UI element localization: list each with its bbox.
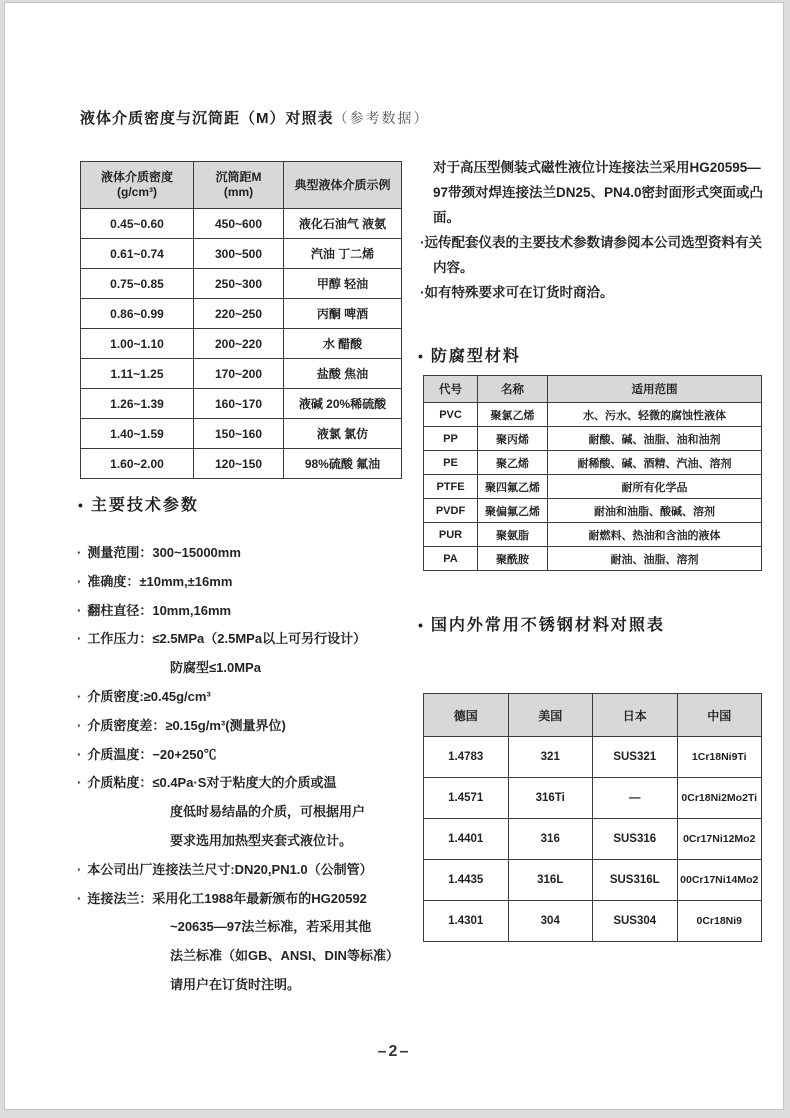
param-text: 介质温度：−20+250℃ [87, 746, 217, 762]
param-item [77, 712, 415, 741]
table-cell: 450~600 [194, 209, 284, 239]
table-cell: PE [424, 451, 478, 475]
table-cell: 0Cr18Ni9 [677, 901, 762, 942]
table-cell: 1.00~1.10 [81, 329, 194, 359]
distance-col-header: 沉筒距M (mm) [194, 162, 284, 209]
table-cell: 1.40~1.59 [81, 419, 194, 449]
table-cell: 316Ti [508, 778, 593, 819]
param-text-continuation: 请用户在订货时注明。 [170, 976, 301, 992]
table-cell: 甲醇 轻油 [284, 269, 402, 299]
bullet-dot-icon: · [77, 545, 82, 560]
steel-table [423, 693, 762, 942]
table-cell: 0Cr17Ni12Mo2 [677, 819, 762, 860]
name-col-header: 名称 [478, 376, 548, 403]
example-col-header: 典型液体介质示例 [284, 162, 402, 209]
param-text: 连接法兰：采用化工1988年最新颁布的HG20592 [87, 890, 367, 906]
table-row [424, 737, 762, 778]
steel-table-heading: • 国内外常用不锈钢材料对照表 [418, 617, 665, 634]
anticorrosion-table [423, 375, 762, 571]
table-cell: 321 [508, 737, 593, 778]
note-bullet: ·远传配套仪表的主要技术参数请参阅本公司选型资料有关内容。 [420, 235, 762, 275]
table-row [424, 427, 762, 451]
table-row [81, 269, 402, 299]
table-row [81, 419, 402, 449]
table-cell: 0Cr18Ni2Mo2Ti [677, 778, 762, 819]
param-item [77, 539, 415, 568]
table-cell: 1.4435 [424, 860, 509, 901]
param-text: 本公司出厂连接法兰尺寸:DN20,PN1.0（公制管） [87, 861, 373, 877]
table-cell: 120~150 [194, 449, 284, 479]
flange-notes [420, 155, 768, 305]
scanned-page [4, 2, 784, 1110]
table-cell: 水 醋酸 [284, 329, 402, 359]
table-cell: 液化石油气 液氨 [284, 209, 402, 239]
table-cell: 150~160 [194, 419, 284, 449]
table-row [81, 299, 402, 329]
page-number: –2– [377, 1043, 411, 1060]
table-cell: 304 [508, 901, 593, 942]
param-text: 工作压力：≤2.5MPa（2.5MPa以上可另行设计） [87, 631, 367, 647]
table-cell: PA [424, 547, 478, 571]
table-cell: 00Cr17Ni14Mo2 [677, 860, 762, 901]
table-cell: 98%硫酸 氟油 [284, 449, 402, 479]
doc-title [80, 107, 430, 128]
table-cell: PP [424, 427, 478, 451]
bullet-dot-icon: · [77, 688, 82, 704]
table-row [424, 860, 762, 901]
table-cell: PVDF [424, 499, 478, 523]
param-text: 介质密度差：≥0.15g/m³(测量界位) [87, 717, 286, 733]
table-row [424, 819, 762, 860]
bullet-dot-icon: · [77, 573, 82, 589]
param-item [77, 769, 415, 855]
table-cell: 耐油、油脂、溶剂 [548, 547, 762, 571]
table-cell: 耐稀酸、碱、酒精、汽油、溶剂 [548, 451, 762, 475]
note-bullet: ·如有特殊要求可在订货时商洽。 [420, 285, 614, 300]
param-text-continuation: 防腐型≤1.0MPa [170, 660, 261, 676]
range-col-header: 适用范围 [548, 376, 762, 403]
param-text: 介质密度:≥0.45g/cm³ [87, 688, 211, 704]
table-cell: 丙酮 啤酒 [284, 299, 402, 329]
table-row [424, 778, 762, 819]
table-cell: 1Cr18Ni9Ti [677, 737, 762, 778]
param-item [77, 683, 415, 712]
table-row [424, 499, 762, 523]
table-cell: 耐酸、碱、油脂、油和油剂 [548, 427, 762, 451]
germany-col-header: 德国 [424, 694, 509, 737]
table-cell: 水、污水、轻微的腐蚀性液体 [548, 403, 762, 427]
table-cell: PVC [424, 403, 478, 427]
table-cell: 0.45~0.60 [81, 209, 194, 239]
table-cell: 316 [508, 819, 593, 860]
param-item [77, 885, 415, 1000]
param-item [77, 625, 415, 683]
table-row [81, 359, 402, 389]
param-text-continuation: 度低时易结晶的介质，可根据用户 [170, 804, 366, 820]
table-cell: 1.60~2.00 [81, 449, 194, 479]
table-row [81, 389, 402, 419]
table-cell: PTFE [424, 475, 478, 499]
table-cell: 汽油 丁二烯 [284, 239, 402, 269]
table-row [424, 523, 762, 547]
param-text: 翻柱直径：10mm,16mm [87, 602, 232, 618]
param-text-continuation: 要求选用加热型夹套式液位计。 [170, 832, 353, 848]
tech-params-list [77, 539, 415, 1000]
tech-params-heading: • 主要技术参数 [78, 497, 199, 514]
bullet-dot-icon: • [418, 617, 423, 633]
doc-title-note: （参考数据） [333, 110, 430, 126]
bullet-dot-icon: • [78, 497, 83, 513]
table-cell: 1.11~1.25 [81, 359, 194, 389]
japan-col-header: 日本 [593, 694, 678, 737]
param-text-continuation: ~20635—97法兰标准，若采用其他 [170, 919, 372, 935]
table-cell: 250~300 [194, 269, 284, 299]
table-cell: 液碱 20%稀硫酸 [284, 389, 402, 419]
table-cell: 耐燃料、热油和含油的液体 [548, 523, 762, 547]
table-row [424, 475, 762, 499]
table-cell: 200~220 [194, 329, 284, 359]
code-col-header: 代号 [424, 376, 478, 403]
table-row [81, 449, 402, 479]
table-cell: 盐酸 焦油 [284, 359, 402, 389]
table-cell: SUS316L [593, 860, 678, 901]
table-cell: 316L [508, 860, 593, 901]
table-cell: 耐油和油脂、酸碱、溶剂 [548, 499, 762, 523]
bullet-dot-icon: · [77, 602, 82, 618]
table-cell: 聚乙烯 [478, 451, 548, 475]
table-header-row [81, 162, 402, 209]
table-row [424, 547, 762, 571]
table-cell: 1.4301 [424, 901, 509, 942]
param-text: 介质粘度：≤0.4Pa·S对于粘度大的介质或温 [87, 775, 337, 791]
bullet-dot-icon: · [77, 861, 82, 877]
table-cell: 0.61~0.74 [81, 239, 194, 269]
table-cell: 0.86~0.99 [81, 299, 194, 329]
table-cell: 220~250 [194, 299, 284, 329]
param-item [77, 597, 415, 626]
note-paragraph: 对于高压型侧装式磁性液位计连接法兰采用HG20595—97带颈对焊连接法兰DN25、PN4.0密封面形式突面或凸面。 [433, 160, 764, 225]
table-cell: 170~200 [194, 359, 284, 389]
bullet-dot-icon: • [418, 348, 423, 364]
table-cell: 160~170 [194, 389, 284, 419]
table-cell: SUS304 [593, 901, 678, 942]
table-cell: SUS321 [593, 737, 678, 778]
param-text-continuation: 法兰标准（如GB、ANSI、DIN等标准） [170, 948, 399, 964]
table-cell: PUR [424, 523, 478, 547]
table-row [424, 451, 762, 475]
table-cell: 聚偏氟乙烯 [478, 499, 548, 523]
bullet-dot-icon: · [77, 717, 82, 733]
table-row [81, 239, 402, 269]
bullet-dot-icon: · [77, 746, 82, 762]
density-table [80, 161, 402, 479]
table-cell: 耐所有化学品 [548, 475, 762, 499]
table-cell: 液氯 氯仿 [284, 419, 402, 449]
table-row [424, 403, 762, 427]
table-cell: 1.26~1.39 [81, 389, 194, 419]
table-cell: 1.4571 [424, 778, 509, 819]
table-cell: 300~500 [194, 239, 284, 269]
param-text: 准确度：±10mm,±16mm [87, 573, 233, 589]
table-row [81, 329, 402, 359]
table-cell: 1.4783 [424, 737, 509, 778]
table-header-row [424, 376, 762, 403]
table-cell: 1.4401 [424, 819, 509, 860]
bullet-dot-icon: · [77, 775, 82, 791]
doc-title-main: 液体介质密度与沉筒距（M）对照表 [80, 110, 334, 127]
table-cell: 聚丙烯 [478, 427, 548, 451]
param-item [77, 856, 415, 885]
usa-col-header: 美国 [508, 694, 593, 737]
china-col-header: 中国 [677, 694, 762, 737]
table-cell: 聚氨脂 [478, 523, 548, 547]
table-cell: 聚氯乙烯 [478, 403, 548, 427]
density-col-header: 液体介质密度 (g/cm³) [81, 162, 194, 209]
bullet-dot-icon: · [77, 631, 82, 647]
table-cell: — [593, 778, 678, 819]
param-text: 测量范围：300~15000mm [87, 545, 241, 560]
table-header-row [424, 694, 762, 737]
table-row [81, 209, 402, 239]
param-item [77, 568, 415, 597]
table-cell: 聚四氟乙烯 [478, 475, 548, 499]
table-cell: 聚酰胺 [478, 547, 548, 571]
table-cell: 0.75~0.85 [81, 269, 194, 299]
bullet-dot-icon: · [77, 890, 82, 906]
param-item [77, 741, 415, 770]
anticorrosion-heading: • 防腐型材料 [418, 348, 521, 365]
table-cell: SUS316 [593, 819, 678, 860]
table-row [424, 901, 762, 942]
